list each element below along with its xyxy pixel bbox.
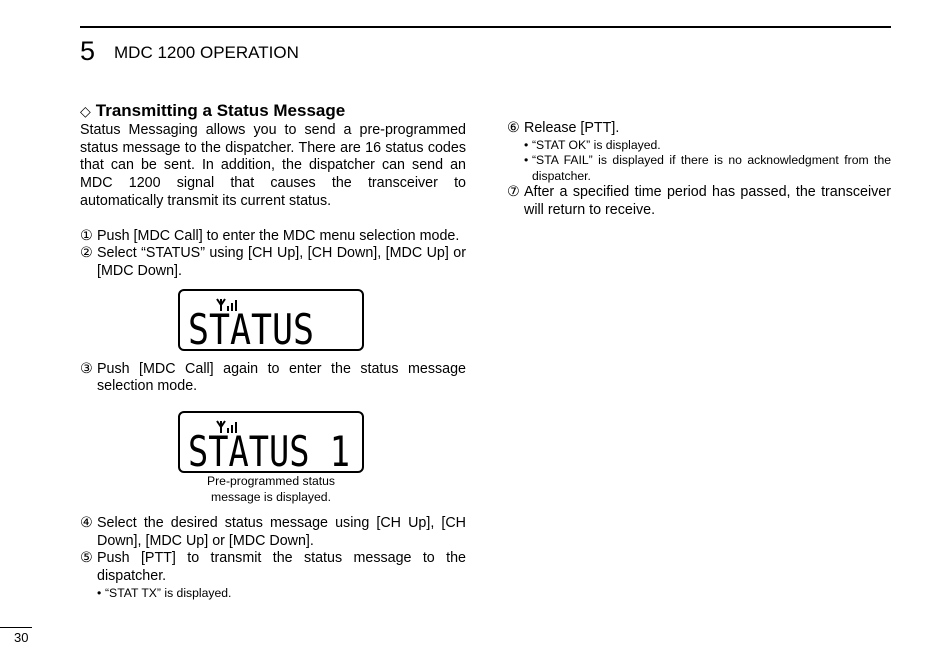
header-rule [80, 26, 891, 28]
intro-paragraph: Status Messaging allows you to send a pre-programmed status message to the dispatcher. There are 16 status codes that can be sent. In addition, the dispatcher can send an MDC 1200 signal that causes the transceiver to automatically transmit its current status. [80, 122, 466, 209]
right-column [507, 120, 891, 220]
section-title: Transmitting a Status Message [95, 101, 346, 120]
bullet-item [507, 153, 891, 184]
step-text: Select “STATUS” using [CH Up], [CH Down], [MDC Up] or [MDC Down]. [97, 245, 466, 279]
step-number: ⑥ [507, 120, 520, 136]
bullet-item [507, 138, 891, 154]
step-number: ③ [80, 360, 93, 377]
bullet-dot: • [524, 153, 529, 168]
step-number: ⑦ [507, 184, 520, 201]
step-text: After a specified time period has passed, the transceiver will return to receive. [524, 184, 891, 218]
lcd-segments [180, 291, 362, 354]
lcd-text: STATUS [188, 304, 314, 354]
chapter-number: 5 [80, 36, 96, 66]
left-column [80, 100, 466, 601]
step-2 [80, 245, 466, 280]
step-3 [80, 361, 466, 396]
bullet-text: “STAT OK” is displayed. [532, 137, 661, 152]
step-5 [80, 550, 466, 585]
footer-rule [0, 627, 32, 628]
diamond-icon: ◇ [80, 103, 91, 119]
step-number: ① [80, 227, 93, 244]
lcd-text: STATUS 1 [188, 427, 350, 477]
lcd-segments [180, 413, 362, 477]
step-number: ④ [80, 515, 93, 532]
display-caption [178, 473, 364, 505]
step-1 [80, 228, 466, 246]
caption-line-1: Pre-programmed status [206, 474, 336, 489]
lcd-display-status-1 [178, 411, 364, 477]
step-text: Push [MDC Call] again to enter the status message selection mode. [97, 360, 466, 395]
step-number: ⑤ [80, 550, 93, 567]
caption-line-2: message is displayed. [211, 490, 331, 505]
step-text: Release [PTT]. [524, 120, 620, 136]
chapter-title: MDC 1200 OPERATION [114, 43, 299, 62]
step-text: Push [MDC Call] to enter the MDC menu selection mode. [97, 227, 460, 244]
step-6 [507, 120, 891, 138]
bullet-text: “STA FAIL” is displayed if there is no acknowledgment from the dispatcher. [532, 153, 891, 183]
bullet-dot: • [97, 585, 102, 600]
section-heading [80, 100, 466, 122]
step-number: ② [80, 245, 93, 262]
page-number: 30 [14, 630, 29, 645]
step-text: Select the desired status message using [CH Up], [CH Down], [MDC Up] or [MDC Down]. [97, 515, 466, 549]
bullet-dot: • [524, 137, 529, 152]
bullet-text: “STAT TX” is displayed. [105, 585, 232, 600]
step-text: Push [PTT] to transmit the status message to the dispatcher. [97, 550, 466, 585]
step-4 [80, 515, 466, 550]
bullet-item [80, 586, 466, 602]
lcd-display-status [178, 289, 364, 354]
step-7 [507, 184, 891, 219]
